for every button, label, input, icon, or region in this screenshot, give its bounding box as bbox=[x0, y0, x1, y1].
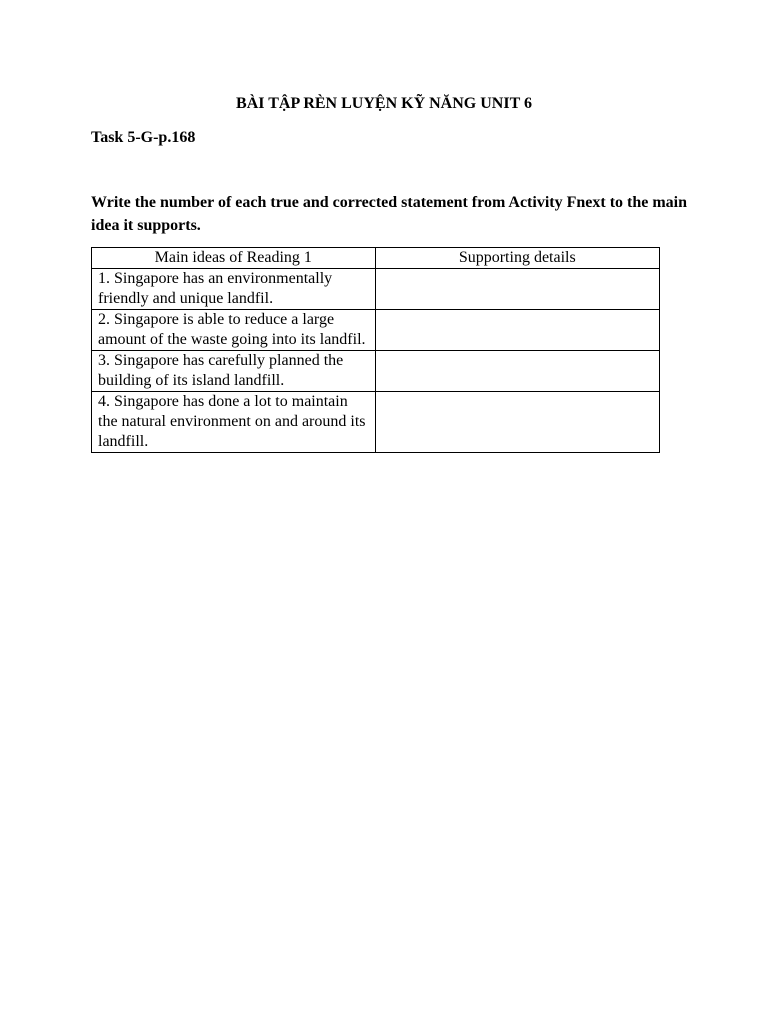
main-ideas-table bbox=[91, 247, 660, 453]
table-row bbox=[92, 351, 660, 392]
page-title: BÀI TẬP RÈN LUYỆN KỸ NĂNG UNIT 6 bbox=[236, 95, 532, 112]
main-idea-cell: 4. Singapore has done a lot to maintain the natural environment on and around its landfill. bbox=[92, 392, 376, 453]
supporting-details-cell[interactable] bbox=[375, 392, 659, 453]
task-label: Task 5-G-p.168 bbox=[91, 129, 196, 146]
instruction-text: Write the number of each true and corrected statement from Activity Fnext to the main idea it supports. bbox=[91, 194, 688, 234]
header-main-ideas: Main ideas of Reading 1 bbox=[92, 248, 376, 269]
table-row bbox=[92, 392, 660, 453]
table-row bbox=[92, 310, 660, 351]
main-idea-cell: 2. Singapore is able to reduce a large amount of the waste going into its landfil. bbox=[92, 310, 376, 351]
supporting-details-cell[interactable] bbox=[375, 269, 659, 310]
supporting-details-cell[interactable] bbox=[375, 310, 659, 351]
table-header-row bbox=[92, 248, 660, 269]
table-row bbox=[92, 269, 660, 310]
supporting-details-cell[interactable] bbox=[375, 351, 659, 392]
main-idea-cell: 1. Singapore has an environmentally friendly and unique landfil. bbox=[92, 269, 376, 310]
main-idea-cell: 3. Singapore has carefully planned the building of its island landfill. bbox=[92, 351, 376, 392]
header-supporting-details: Supporting details bbox=[375, 248, 659, 269]
